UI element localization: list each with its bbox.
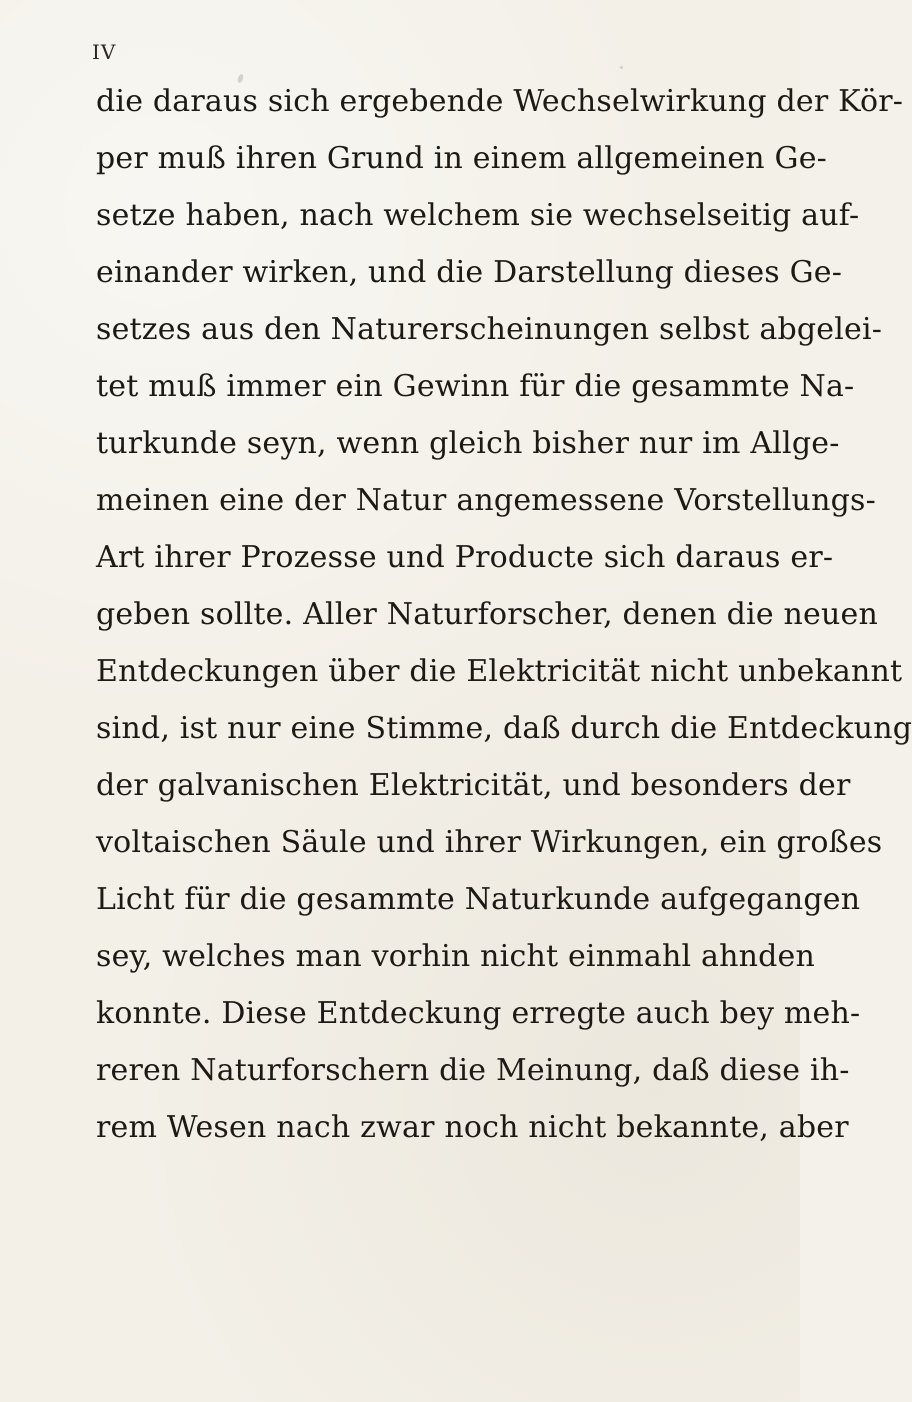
text-line: sey, welches man vorhin nicht einmahl ahnden: [96, 939, 816, 974]
text-line: reren Naturforschern die Meinung, daß diese ih-: [96, 1053, 850, 1088]
text-line: turkunde seyn, wenn gleich bisher nur im Allge-: [96, 426, 840, 461]
text-line: einander wirken, und die Darstellung dieses Ge-: [96, 255, 843, 290]
text-line: meinen eine der Natur angemessene Vorstellungs-: [96, 483, 876, 518]
text-line: setzes aus den Naturerscheinungen selbst abgelei-: [96, 312, 883, 347]
text-line: rem Wesen nach zwar noch nicht bekannte, aber: [96, 1110, 849, 1145]
text-line: konnte. Diese Entdeckung erregte auch bey meh-: [96, 996, 861, 1031]
text-line: die daraus sich ergebende Wechselwirkung der Kör-: [96, 84, 904, 119]
paper-speck: [548, 890, 550, 892]
text-line: voltaischen Säule und ihrer Wirkungen, ein großes: [96, 825, 883, 860]
page-number: IV: [92, 40, 117, 64]
text-line: Licht für die gesammte Naturkunde aufgegangen: [96, 882, 861, 917]
text-line: Entdeckungen über die Elektricität nicht unbekannt: [96, 654, 903, 689]
paper-speck: [322, 1135, 324, 1137]
paper-speck: [620, 66, 623, 69]
text-line: per muß ihren Grund in einem allgemeinen Ge-: [96, 141, 828, 176]
text-line: der galvanischen Elektricität, und besonders der: [96, 768, 851, 803]
paper-speck: [145, 735, 147, 737]
text-line: setze haben, nach welchem sie wechselseitig auf-: [96, 198, 860, 233]
text-line: geben sollte. Aller Naturforscher, denen die neuen: [96, 597, 878, 632]
text-line: Art ihrer Prozesse und Producte sich daraus er-: [96, 540, 834, 575]
text-line: tet muß immer ein Gewinn für die gesammte Na-: [96, 369, 855, 404]
text-line: sind, ist nur eine Stimme, daß durch die Entdeckung: [96, 711, 912, 746]
